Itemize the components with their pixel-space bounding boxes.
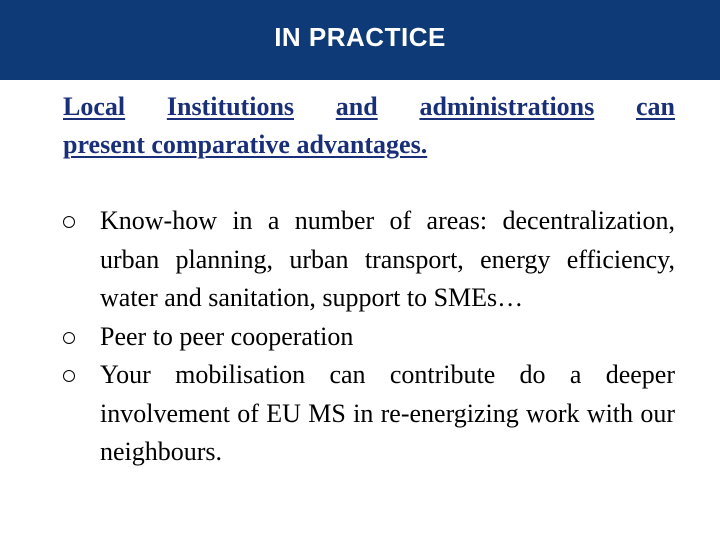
list-item xyxy=(63,356,675,472)
hollow-circle-bullet-icon xyxy=(63,370,75,382)
intro-word: Local xyxy=(63,92,126,121)
intro-word: administrations xyxy=(419,92,595,121)
intro-line-1 xyxy=(63,88,675,126)
list-item-text: Know-how in a number of areas: decentralization, urban planning, urban transport, energy efficiency, water and sanitation, support to SMEs… xyxy=(100,206,675,312)
hollow-circle-bullet-icon xyxy=(63,332,75,344)
bullet-list xyxy=(63,202,675,472)
title-banner xyxy=(0,0,720,80)
hollow-circle-bullet-icon xyxy=(63,216,75,228)
intro-statement xyxy=(63,88,675,164)
list-item-text: Peer to peer cooperation xyxy=(100,321,354,351)
list-item-text: Your mobilisation can contribute do a deeper involvement of EU MS in re-energizing work with our neighbours. xyxy=(100,360,675,466)
list-item xyxy=(63,202,675,318)
intro-word: and xyxy=(335,92,378,121)
intro-word: Institutions xyxy=(166,92,295,121)
intro-line-2: present comparative advantages. xyxy=(63,130,428,159)
slide-title: IN PRACTICE xyxy=(274,21,446,52)
list-item xyxy=(63,318,675,357)
intro-word: can xyxy=(636,92,675,121)
